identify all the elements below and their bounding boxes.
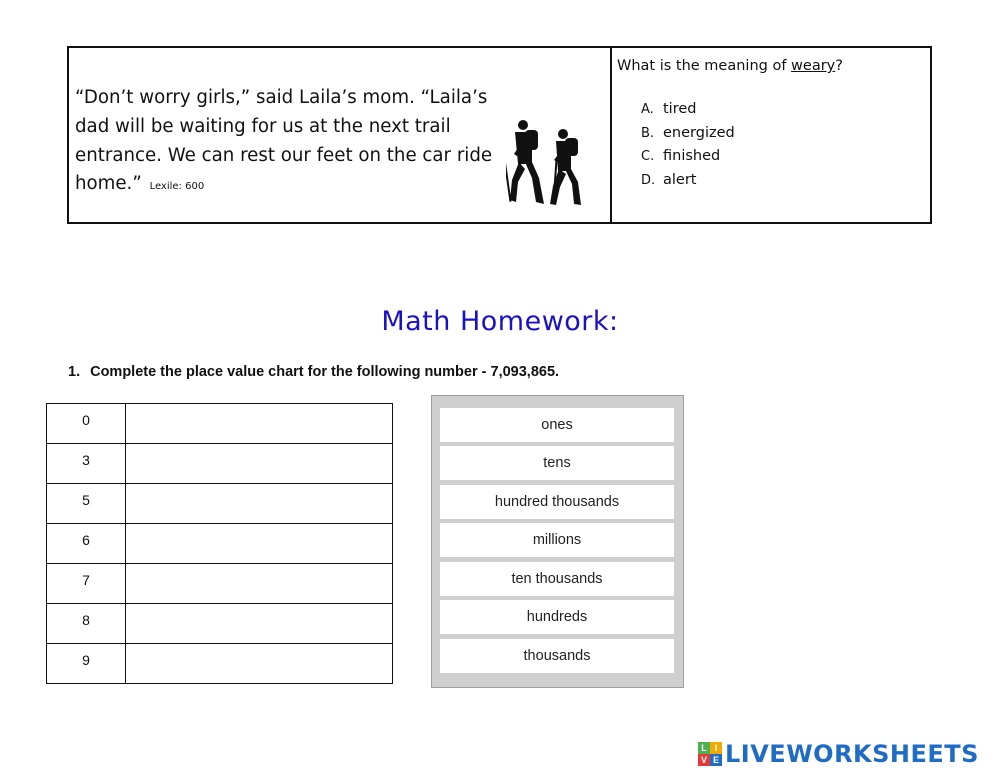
digit-cell: 5 (47, 484, 126, 524)
logo-tiles-icon: L I V E (698, 742, 722, 766)
table-row (47, 604, 393, 644)
answer-drop-zone[interactable] (126, 644, 393, 684)
hikers-silhouette-icon (506, 114, 606, 214)
word-bank-item-hundreds[interactable]: hundreds (440, 600, 674, 634)
question-panel (617, 58, 927, 192)
box-divider (610, 46, 612, 222)
digit-cell: 9 (47, 644, 126, 684)
word-bank-item-thousands[interactable]: thousands (440, 639, 674, 673)
table-row (47, 564, 393, 604)
math-homework-title: Math Homework: (381, 306, 619, 337)
word-bank-item-ten-thousands[interactable]: ten thousands (440, 562, 674, 596)
reading-passage-box (67, 46, 932, 224)
digit-cell: 0 (47, 404, 126, 444)
instruction-text: Complete the place value chart for the following number - 7,093,865. (90, 364, 560, 380)
instruction (68, 364, 559, 380)
lexile-level: Lexile: 600 (149, 181, 205, 193)
logo-text: LIVEWORKSHEETS (725, 740, 979, 768)
passage-body: “Don’t worry girls,” said Laila’s mom. “Laila’s dad will be waiting for us at the next trail entrance. We can rest our feet on the car ride home.” (75, 87, 493, 195)
option-a[interactable]: A. tired (641, 101, 697, 117)
table-row (47, 404, 393, 444)
table-row (47, 484, 393, 524)
passage-text (75, 84, 505, 202)
answer-drop-zone[interactable] (126, 564, 393, 604)
word-bank-item-tens[interactable]: tens (440, 446, 674, 480)
digit-cell: 6 (47, 524, 126, 564)
option-c[interactable]: C. finished (641, 148, 721, 164)
answer-drop-zone[interactable] (126, 404, 393, 444)
option-d[interactable]: D. alert (641, 171, 697, 188)
digit-cell: 7 (47, 564, 126, 604)
word-bank-item-hundred-thousands[interactable]: hundred thousands (440, 485, 674, 519)
word-bank-item-ones[interactable]: ones (440, 408, 674, 442)
answer-drop-zone[interactable] (126, 484, 393, 524)
option-b[interactable]: B. energized (641, 124, 735, 141)
table-row (47, 444, 393, 484)
answer-drop-zone[interactable] (126, 444, 393, 484)
question-text: What is the meaning of weary? (617, 58, 843, 74)
answer-drop-zone[interactable] (126, 604, 393, 644)
word-bank (431, 395, 684, 688)
digit-cell: 8 (47, 604, 126, 644)
answer-drop-zone[interactable] (126, 524, 393, 564)
table-row (47, 644, 393, 684)
instruction-number: 1. (68, 364, 81, 380)
liveworksheets-logo[interactable] (698, 738, 979, 770)
answer-options (617, 98, 927, 192)
digit-cell: 3 (47, 444, 126, 484)
vocab-word: weary (791, 58, 836, 74)
table-row (47, 524, 393, 564)
word-bank-item-millions[interactable]: millions (440, 523, 674, 557)
place-value-table (46, 403, 393, 684)
